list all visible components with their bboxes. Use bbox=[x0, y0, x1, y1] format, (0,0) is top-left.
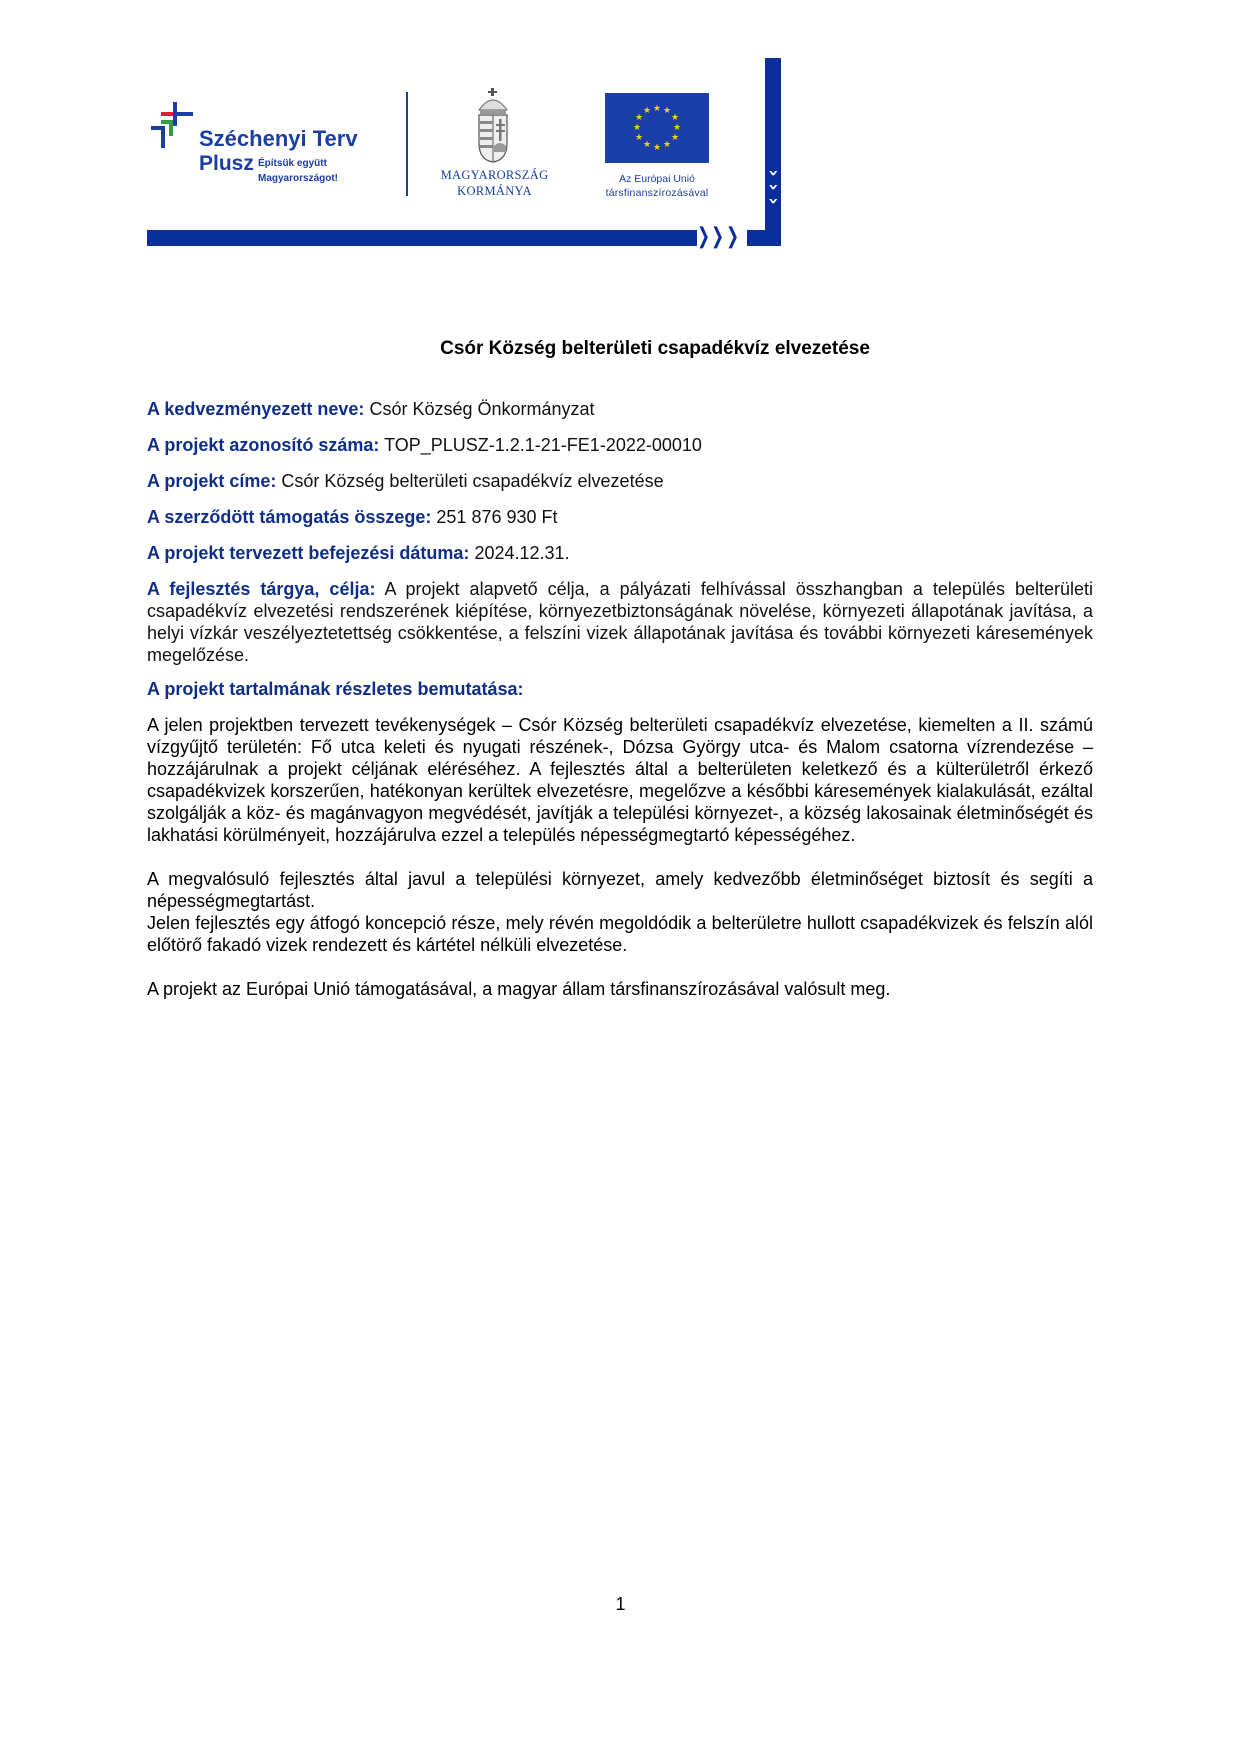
szechenyi-title: Széchenyi Terv bbox=[199, 126, 358, 151]
chevron-right-icon: ❯ bbox=[726, 224, 737, 249]
magyarorszag-kormanya-logo bbox=[432, 88, 552, 208]
field-label: A projekt tervezett befejezési dátuma: bbox=[147, 543, 470, 563]
chevron-down-icon: › bbox=[763, 183, 784, 191]
paragraph-gap bbox=[147, 846, 1093, 868]
project-goal bbox=[147, 578, 1093, 666]
banner-horizontal-chevrons bbox=[695, 226, 738, 248]
chevron-right-icon: ❯ bbox=[711, 224, 722, 249]
field-beneficiary bbox=[147, 398, 1093, 420]
banner-vertical-bar bbox=[763, 58, 784, 246]
chevron-right-icon: ❯ bbox=[697, 224, 708, 249]
paragraph-gap bbox=[147, 956, 1093, 978]
chevron-down-icon: › bbox=[763, 169, 784, 177]
szechenyi-plusz: Plusz bbox=[199, 152, 254, 175]
field-value: Csór Község Önkormányzat bbox=[369, 399, 595, 419]
field-label: A projekt azonosító száma: bbox=[147, 435, 380, 455]
details-paragraph-1: A jelen projektben tervezett tevékenységek – Csór Község belterületi csapadékvíz elvezetése, kiemelten a II. számú vízgyűjtő területén: Fő utca keleti és nyugati részének-, Dózsa György utca- és Malom csatorna vízrendezése – hozzájárulnak a projekt céljának eléréséhez. A fejlesztés által a belterületen keletkező és a külterületről érkező csapadékvizek korszerűen, hatékonyan kerültek elvezetésre, megelőzve a későbbi káresemények kialakulását, ezáltal szolgálják a köz- és magánvagyon megvédését, javítják a települési környezet-, a község lakosainak életminőségét és lakhatási körülményeit, hozzájárulva ezzel a település népességmegtartó képességéhez. bbox=[147, 715, 1093, 845]
svg-text:★: ★ bbox=[672, 123, 682, 133]
details-paragraph-2: A megvalósuló fejlesztés által javul a települési környezet, amely kedvezőbb életminőséget biztosít és segíti a népességmegtartást. bbox=[147, 869, 1093, 911]
banner-vertical-chevrons bbox=[761, 166, 785, 208]
field-label: A kedvezményezett neve: bbox=[147, 399, 365, 419]
logo-divider bbox=[406, 92, 408, 196]
svg-text:★: ★ bbox=[642, 106, 652, 116]
chevron-down-icon: › bbox=[763, 197, 784, 205]
field-value: Csór Község belterületi csapadékvíz elvezetése bbox=[281, 471, 664, 491]
szechenyi-tagline-1: Építsük együtt bbox=[258, 158, 327, 169]
svg-text:★: ★ bbox=[634, 133, 644, 143]
szechenyi-terv-plusz-logo bbox=[151, 98, 381, 188]
goal-label: A fejlesztés tárgya, célja: bbox=[147, 579, 376, 599]
svg-text:★: ★ bbox=[670, 133, 680, 143]
government-line-2: KORMÁNYA bbox=[457, 184, 532, 198]
svg-text:★: ★ bbox=[662, 106, 672, 116]
field-grant-amount bbox=[147, 506, 1093, 528]
field-value: 2024.12.31. bbox=[474, 543, 570, 563]
svg-text:★: ★ bbox=[632, 123, 642, 133]
details-paragraph-4: A projekt az Európai Unió támogatásával, a magyar állam társfinanszírozásával valósult meg. bbox=[147, 979, 891, 999]
eu-line-1: Az Európai Unió bbox=[619, 173, 695, 185]
document-body bbox=[147, 330, 1093, 1000]
svg-text:★: ★ bbox=[642, 140, 652, 150]
eu-flag-icon bbox=[605, 93, 709, 163]
page-number: 1 bbox=[615, 1594, 626, 1614]
field-project-title bbox=[147, 470, 1093, 492]
field-completion-date bbox=[147, 542, 1093, 564]
details-paragraph-3: Jelen fejlesztés egy átfogó koncepció része, mely révén megoldódik a belterületre hullott csapadékvizek és felszín alól előtörő fakadó vizek rendezett és kártétel nélküli elvezetése. bbox=[147, 913, 1093, 955]
svg-text:★: ★ bbox=[652, 143, 662, 153]
svg-text:★: ★ bbox=[662, 140, 672, 150]
svg-text:★: ★ bbox=[634, 113, 644, 123]
details-heading: A projekt tartalmának részletes bemutatása: bbox=[147, 679, 524, 699]
field-value: 251 876 930 Ft bbox=[436, 507, 558, 527]
eu-line-2: társfinanszírozásával bbox=[605, 187, 709, 199]
banner-horizontal-bar bbox=[147, 230, 697, 246]
banner-corner bbox=[747, 230, 781, 246]
szechenyi-tagline-2: Magyarországot! bbox=[258, 173, 339, 184]
header-banner bbox=[147, 58, 784, 249]
field-label: A projekt címe: bbox=[147, 471, 277, 491]
field-project-id bbox=[147, 434, 1093, 456]
goal-text: A projekt alapvető célja, a pályázati felhívással összhangban a település belterületi csapadékvíz elvezetési rendszerének kiépítése, környezetbiztonságának növelése, környezeti állapotának javítása, a helyi vízkár veszélyeztetettség csökkentése, a felszíni vizek állapotának javítása és további környezeti káresemények megelőzése. bbox=[147, 579, 1094, 665]
field-value: TOP_PLUSZ-1.2.1-21-FE1-2022-00010 bbox=[384, 435, 702, 455]
document-title: Csór Község belterületi csapadékvíz elvezetése bbox=[440, 338, 870, 359]
szechenyi-cross-icon bbox=[151, 98, 201, 154]
government-line-1: MAGYARORSZÁG bbox=[440, 168, 549, 182]
svg-text:★: ★ bbox=[670, 113, 680, 123]
svg-text:★: ★ bbox=[652, 104, 662, 114]
field-label: A szerződött támogatás összege: bbox=[147, 507, 432, 527]
hungarian-coat-of-arms-icon bbox=[475, 88, 511, 163]
